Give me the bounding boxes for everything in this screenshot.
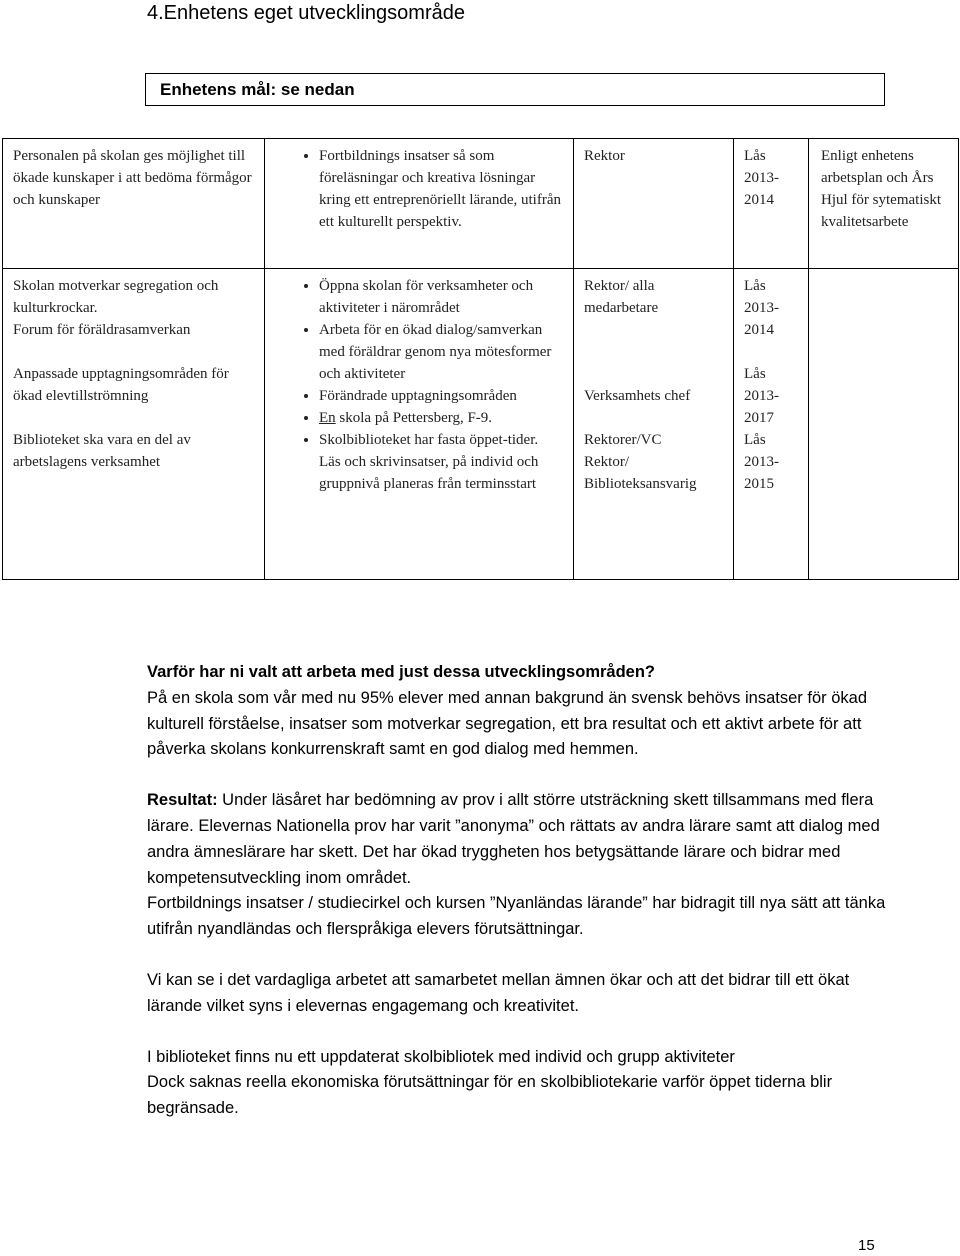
action-cell — [265, 139, 574, 269]
body-text — [147, 660, 887, 1122]
time-cell: Lås 2013- 2014 — [734, 139, 809, 269]
goal-box — [145, 73, 885, 106]
follow-up-cell — [809, 269, 959, 580]
list-item: • Förändrade upptagningsområden — [319, 385, 563, 407]
section-heading: 4.Enhetens eget utvecklingsområde — [147, 2, 465, 24]
goal-box-label: Enhetens mål: se nedan — [160, 80, 355, 99]
why-heading: Varför har ni valt att arbeta med just dessa utvecklingsområden? — [147, 663, 655, 681]
result-paragraph: Resultat: Under läsåret har bedömning av prov i allt större utsträckning skett tillsammans med flera lärare. Elevernas Nationella prov har varit ”anonyma” och rättats av andra lärare samt att dialog med andra ämneslärare har skett. Det har ökad tryggheten hos betygsättande lärare och bidrar med kompetensutveckling inom området. — [147, 791, 880, 887]
responsible-cell: Rektor — [574, 139, 734, 269]
collaboration-paragraph: Vi kan se i det vardagliga arbetet att samarbetet mellan ämnen ökar och att det bidrar till ett ökat lärande vilket syns i elevernas engagemang och kreativitet. — [147, 970, 850, 1015]
table-row — [3, 139, 959, 269]
list-item: • Fortbildnings insatser så som föreläsningar och kreativa lösningar kring ett entreprenöriellt lärande, utifrån ett kulturellt perspektiv. — [319, 145, 563, 233]
why-paragraph: På en skola som vår med nu 95% elever med annan bakgrund än svensk behövs insatser för ökad kulturell förståelse, insatser som motverkar segregation, ett bra resultat och ett aktivt arbete för att påverka skolans konkurrenskraft samt en god dialog med hemmen. — [147, 688, 867, 759]
training-paragraph: Fortbildnings insatser / studiecirkel och kursen ”Nyanländas lärande” har bidragit till nya sätt att tänka utifrån nyandländas och flerspråkiga elevers förutsättningar. — [147, 894, 886, 939]
list-item: • Öppna skolan för verksamheter och aktiviteter i närområdet — [319, 275, 563, 319]
time-cell: Lås 2013- 2014 Lås 2013- 2017 Lås 2013- 2015 — [734, 269, 809, 580]
list-item: • Skolbiblioteket har fasta öppet-tider. Läs och skrivinsatser, på individ och gruppnivå planeras från terminsstart — [319, 429, 563, 495]
development-plan-table — [2, 138, 959, 580]
library-paragraph-1: I biblioteket finns nu ett uppdaterat skolbibliotek med individ och grupp aktiviteter — [147, 1047, 735, 1066]
result-label: Resultat: — [147, 791, 218, 810]
page-number: 15 — [858, 1237, 875, 1254]
action-cell — [265, 269, 574, 580]
table-row — [3, 269, 959, 580]
follow-up-cell: Enligt enhetens arbetsplan och Års Hjul för sytematiskt kvalitetsarbete — [809, 139, 959, 269]
library-paragraph-2: Dock saknas reella ekonomiska förutsättningar för en skolbibliotekarie varför öppet tiderna blir begränsade. — [147, 1073, 833, 1118]
goal-cell: Personalen på skolan ges möjlighet till ökade kunskaper i att bedöma förmågor och kunskaper — [3, 139, 265, 269]
goal-cell: Skolan motverkar segregation och kulturkrockar. Forum för föräldrasamverkan Anpassade upptagningsområden för ökad elevtillströmning Biblioteket ska vara en del av arbetslagens verksamhet — [3, 269, 265, 580]
responsible-cell: Rektor/ alla medarbetare Verksamhets chef Rektorer/VC Rektor/ Biblioteksansvarig — [574, 269, 734, 580]
list-item: • En skola på Pettersberg, F-9. — [319, 407, 563, 429]
list-item: • Arbeta för en ökad dialog/samverkan med föräldrar genom nya mötesformer och aktiviteter — [319, 319, 563, 385]
